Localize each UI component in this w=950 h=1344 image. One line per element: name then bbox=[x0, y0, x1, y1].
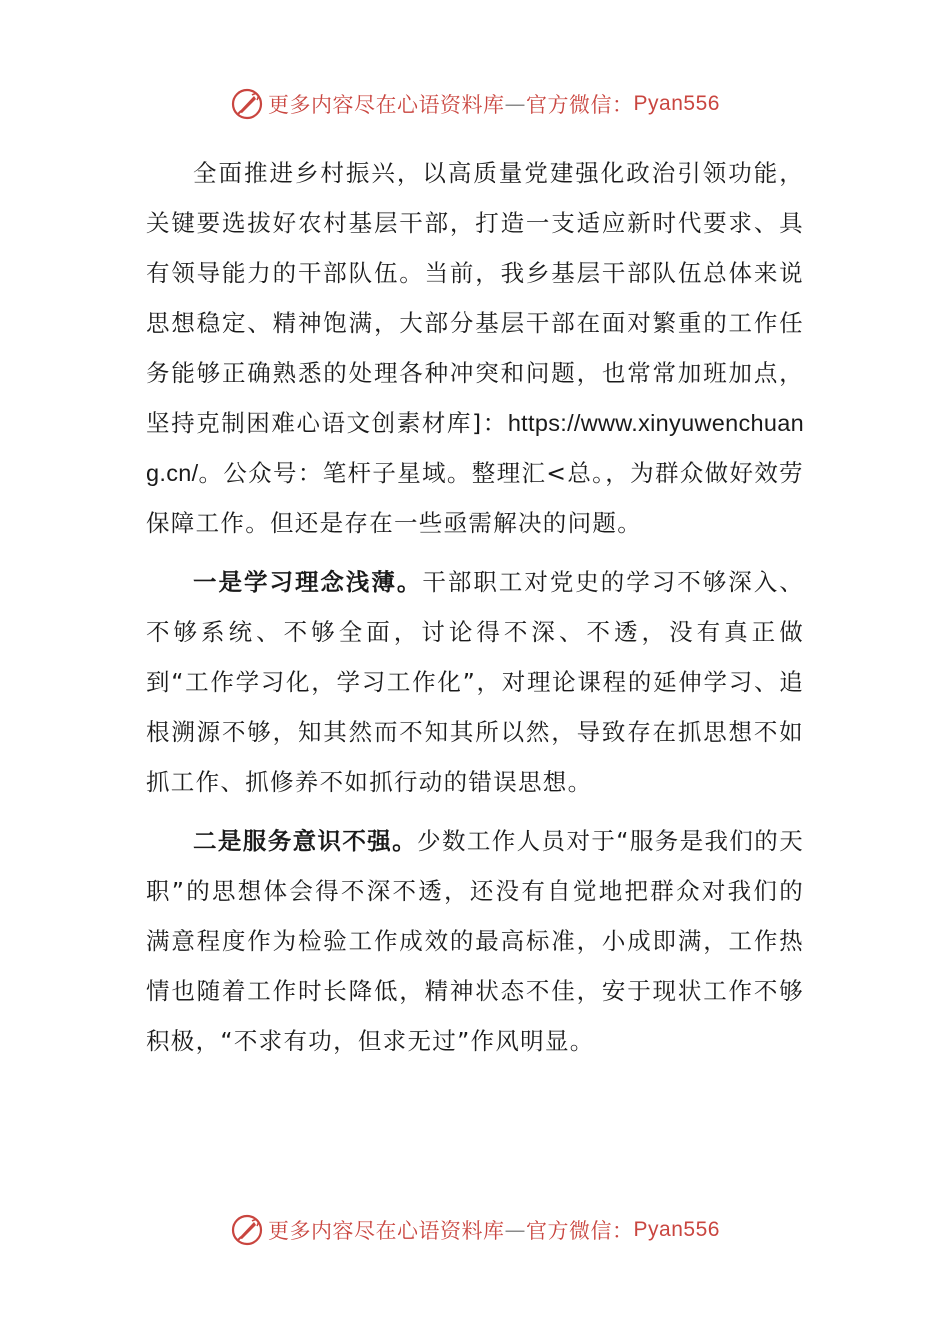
paragraph-intro bbox=[146, 148, 804, 548]
footer-banner-wechat-id: Pyan556 bbox=[633, 1218, 720, 1241]
paragraph-intro-text-2: 。公众号：笔杆子星域。整理汇<总。，为群众做好效劳保障工作。但还是存在一些亟需解决的问题。 bbox=[146, 459, 804, 537]
paragraph-point-2 bbox=[146, 816, 804, 1066]
banner-title: 更多内容尽在心语资料库 bbox=[268, 93, 505, 117]
footer-banner-separator: — bbox=[504, 1218, 527, 1242]
source-url: https://www.xinyuwenchuang.cn/ bbox=[146, 410, 804, 486]
paragraph-point-1 bbox=[146, 557, 804, 807]
quill-logo-icon bbox=[230, 87, 264, 121]
banner-separator: — bbox=[504, 92, 527, 116]
point-1-heading: 一是学习理念浅薄。 bbox=[193, 568, 423, 596]
point-2-heading: 二是服务意识不强。 bbox=[193, 827, 418, 855]
header-banner bbox=[0, 84, 950, 124]
footer-banner-wechat-label: 官方微信： bbox=[526, 1219, 634, 1243]
point-1-body: 干部职工对党史的学习不够深入、不够系统、不够全面，讨论得不深、不透，没有真正做到“工作学习化，学习工作化”，对理论课程的延伸学习、追根溯源不够，知其然而不知其所以然，导致存在抓思想不如抓工作、抓修养不如抓行动的错误思想。 bbox=[146, 568, 805, 796]
banner-wechat-label: 官方微信： bbox=[526, 93, 634, 117]
paragraph-intro-text-1: 全面推进乡村振兴，以高质量党建强化政治引领功能，关键要选拔好农村基层干部，打造一支适应新时代要求、具有领导能力的干部队伍。当前，我乡基层干部队伍总体来说思想稳定、精神饱满，大部分基层干部在面对繁重的工作任务能够正确熟悉的处理各种冲突和问题，也常常加班加点，坚持克制困难心语文创素材库]： bbox=[146, 159, 804, 437]
quill-logo-icon bbox=[230, 1213, 264, 1247]
banner-wechat-id: Pyan556 bbox=[633, 92, 720, 115]
point-2-body: 少数工作人员对于“服务是我们的天职”的思想体会得不深不透，还没有自觉地把群众对我们的满意程度作为检验工作成效的最高标准，小成即满，工作热情也随着工作时长降低，精神状态不佳，安于现状工作不够积极，“不求有功，但求无过”作风明显。 bbox=[146, 827, 804, 1055]
footer-banner bbox=[0, 1210, 950, 1250]
footer-banner-title: 更多内容尽在心语资料库 bbox=[268, 1219, 505, 1243]
document-body bbox=[146, 148, 804, 1075]
